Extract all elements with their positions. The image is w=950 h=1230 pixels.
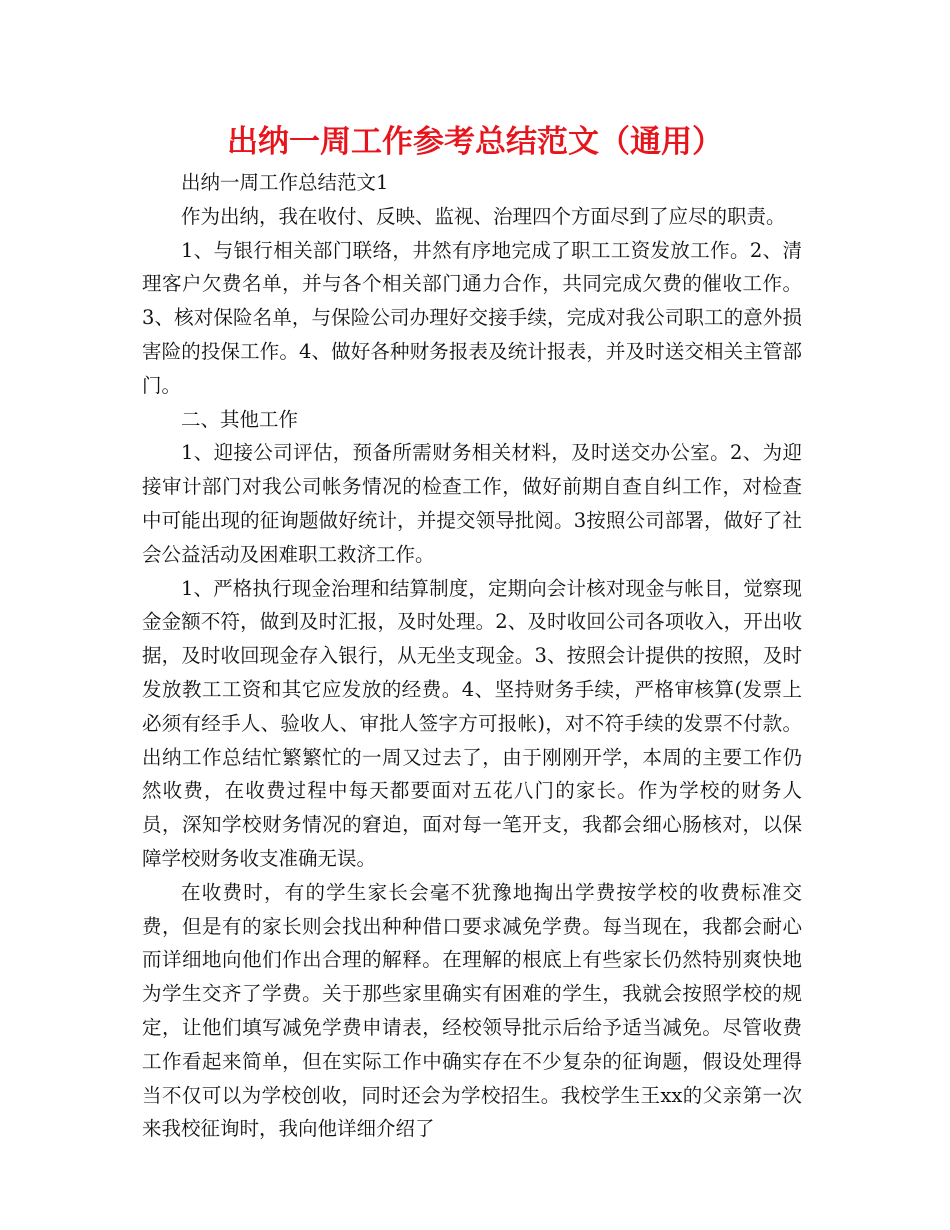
paragraph-cash-management: 1、严格执行现金治理和结算制度，定期向会计核对现金与帐目，觉察现金金额不符，做到及时汇报，及时处理。2、及时收回公司各项收入，开出收据，及时收回现金存入银行，从无坐支现金。3、按照会计提供的按照，及时发放教工工资和其它应发放的经费。4、坚持财务手续，严格审核算(发票上必须有经手人、验收人、审批人签字方可报帐)，对不符手续的发票不付款。出纳工作总结忙繁繁忙的一周又过去了，由于刚刚开学，本周的主要工作仍然收费，在收费过程中每天都要面对五花八门的家长。作为学校的财务人员，深知学校财务情况的窘迫，面对每一笔开支，我都会细心肠核对，以保障学校财务收支准确无误。 — [142, 576, 802, 870]
paragraph-other-work: 1、迎接公司评估，预备所需财务相关材料，及时送交办公室。2、为迎接审计部门对我公司帐务情况的检查工作，做好前期自查自纠工作，对检查中可能出现的征询题做好统计，并提交领导批阅。3按照公司部署，做好了社会公益活动及困难职工救济工作。 — [142, 441, 802, 566]
paragraph-fee-collection: 在收费时，有的学生家长会毫不犹豫地掏出学费按学校的收费标准交费，但是有的家长则会找出种种借口要求减免学费。每当现在，我都会耐心而详细地向他们作出合理的解释。在理解的根底上有些家长仍然特别爽快地为学生交齐了学费。关于那些家里确实有困难的学生，我就会按照学校的规定，让他们填写减免学费申请表，经校领导批示后给予适当减免。尽管收费工作看起来简单，但在实际工作中确实存在不少复杂的征询题，假设处理得当不仅可以为学校创收，同时还会为学校招生。我校学生王xx的父亲第一次来我校征询时，我向他详细介绍了 — [142, 880, 802, 1141]
paragraph-subtitle: 出纳一周工作总结范文1 — [181, 171, 389, 194]
paragraph-intro: 作为出纳，我在收付、反映、监视、治理四个方面尽到了应尽的职责。 — [181, 204, 786, 228]
document-title: 出纳一周工作参考总结范文（通用） — [227, 124, 723, 160]
section-heading-other-work: 二、其他工作 — [181, 407, 299, 431]
paragraph-duties: 1、与银行相关部门联络，井然有序地完成了职工工资发放工作。2、清理客户欠费名单，并与各个相关部门通力合作，共同完成欠费的催收工作。3、核对保险名单，与保险公司办理好交接手续，完成对我公司职工的意外损害险的投保工作。4、做好各种财务报表及统计报表，并及时送交相关主管部门。 — [142, 238, 802, 397]
document-body — [142, 166, 802, 1146]
